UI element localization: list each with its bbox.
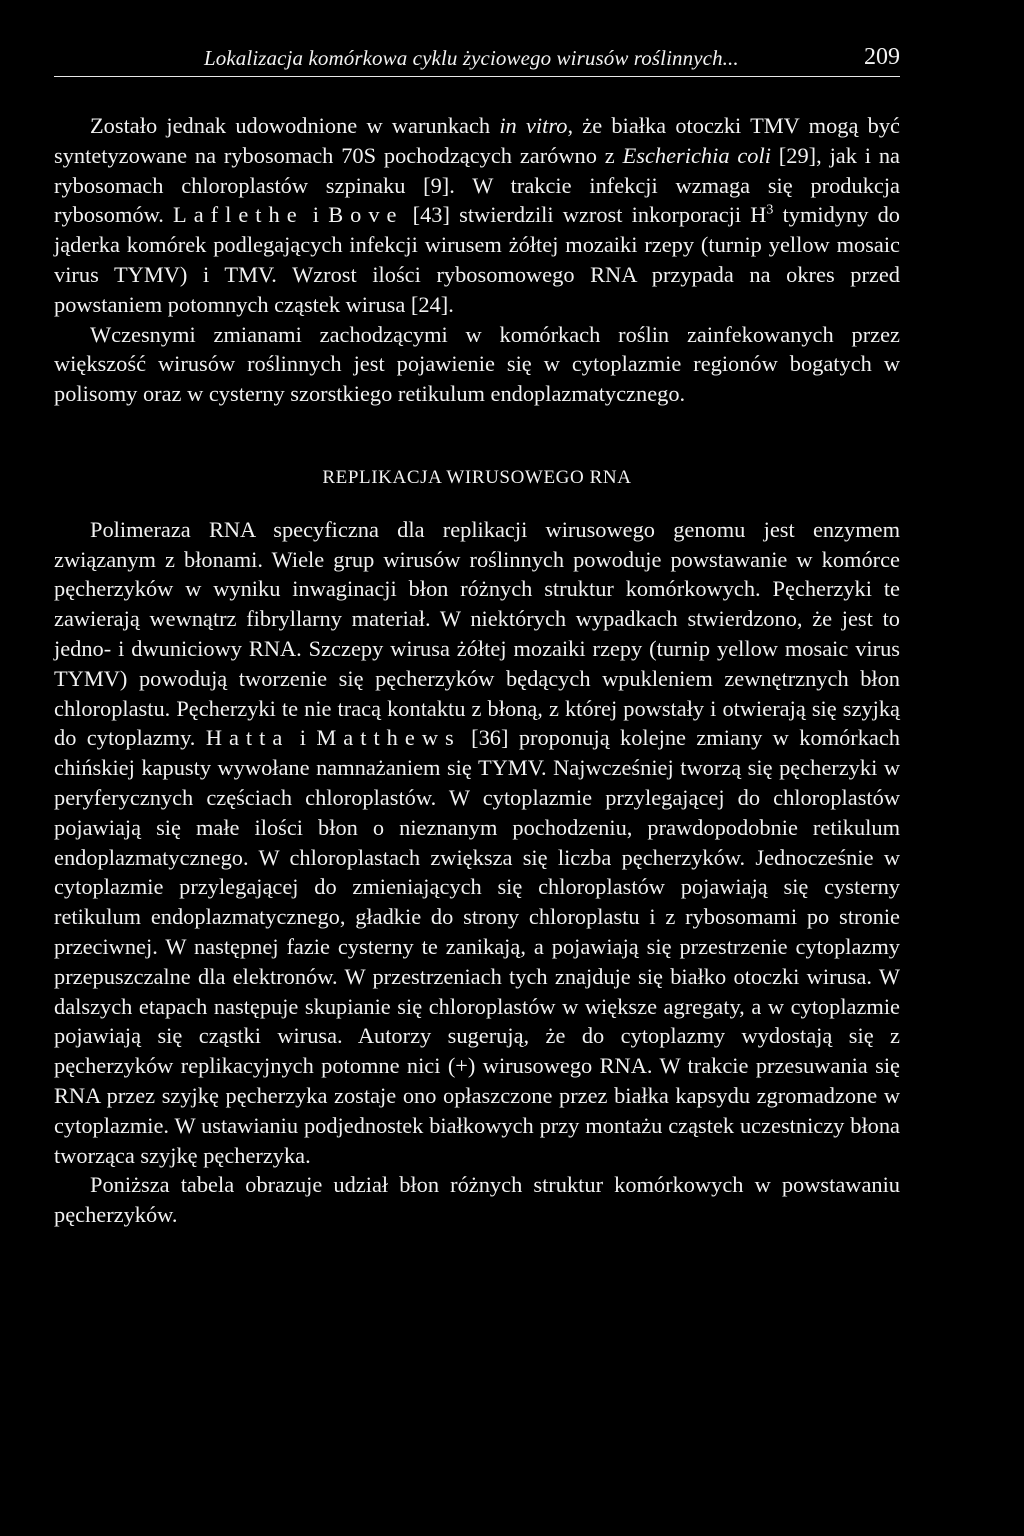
paragraph-rna-polymerase — [54, 515, 900, 1171]
author-name-laflethe: Laflethe — [173, 202, 304, 228]
italic-term-escherichia-coli: Escherichia coli — [622, 142, 771, 168]
italic-term-in-vitro: in vitro — [499, 113, 568, 138]
text-segment: i — [289, 725, 317, 751]
text-segment: [43] stwierdzili wzrost inkorporacji H — [403, 202, 767, 228]
paragraph-early-changes: Wczesnymi zmianami zachodzącymi w komórkach roślin zainfekowanych przez większość wirusów roślinnych jest pojawienie się w cytoplazmie regionów bogatych w polisomy oraz w cysterny szorstkiego retikulum endoplazmatycznego. — [54, 321, 900, 407]
page — [54, 44, 900, 1230]
text-segment: , że białka otoczki TMV mogą być syntetyzowane na rybosomach 70S pochodzących zarówno z — [54, 113, 900, 168]
paragraph-ribosomes — [54, 111, 900, 320]
superscript-3: 3 — [766, 202, 774, 218]
author-name-hatta: Hatta — [205, 725, 290, 751]
text-segment: Zostało jednak udowodnione w warunkach — [90, 113, 500, 138]
text-segment: tymidyny do jąderka komórek podlegających infekcji wirusem żółtej mozaiki rzepy (turnip yellow mosaic virus TYMV) i TMV. Wzrost ilości rybosomowego RNA przypada na okres przed powstaniem potomnych cząstek wirusa [24]. — [54, 202, 900, 317]
text-segment: [29], jak i na rybosomach chloroplastów szpinaku [9]. W trakcie infekcji wzmaga się produkcja rybosomów. — [54, 142, 900, 228]
paragraph-table-intro: Poniższa tabela obrazuje udział błon różnych struktur komórkowych w powstawaniu pęcherzyków. — [54, 1172, 900, 1228]
text-segment: [36] proponują kolejne zmiany w komórkach chińskiej kapusty wywołane namnażaniem się TYMV. Najwcześniej tworzą się pęcherzyki w peryferycznych częściach chloroplastów. W cytoplazmie przylegającej do chloroplastów pojawiają się małe ilości błon o nieznanym pochodzeniu, prawdopodobnie retikulum endoplazmatycznego. W chloroplastach zwiększa się liczba pęcherzyków. Jednocześnie w cytoplazmie przylegającej do zmieniających się chloroplastów pojawiają się cysterny retikulum endoplazmatycznego, gładkie do strony chloroplastu i z rybosomami po stronie przeciwnej. W następnej fazie cysterny te zanikają, a pojawiają się przestrzenie cytoplazmy przepuszczalne dla elektronów. W przestrzeniach tych znajduje się białko otoczki wirusa. W dalszych etapach następuje skupianie się chloroplastów w większe agregaty, a w cytoplazmie pojawiają się cząstki wirusa. Autorzy sugerują, że do cytoplazmy wydostają się z pęcherzyków replikacyjnych potomne nici (+) wirusowego RNA. W trakcie przesuwania się RNA przez szyjkę pęcherzyka zostaje ono opłaszczone przez białka kapsydu zgromadzone w cytoplazmie. W ustawianiu podjednostek białkowych przy montażu cząstek uczestniczy błona tworząca szyjkę pęcherzyka. — [54, 725, 900, 1168]
text-segment: Polimeraza RNA specyficzna dla replikacji wirusowego genomu jest enzymem związanym z błonami. Wiele grup wirusów roślinnych powoduje powstawanie w komórce pęcherzyków w wyniku inwaginacji błon różnych struktur komórkowych. Pęcherzyki te zawierają wewnątrz fibryllarny materiał. W niektórych wypadkach stwierdzono, że jest to jedno- i dwuniciowy RNA. Szczepy wirusa żółtej mozaiki rzepy (turnip yellow mosaic virus TYMV) powodują tworzenie się pęcherzyków będących wpukleniem zewnętrznych błon chloroplastu. Pęcherzyki te nie tracą kontaktu z błoną, z której powstały i otwierają się szyjką do cytoplazmy. — [54, 516, 900, 751]
author-name-matthews: Matthews — [316, 725, 461, 751]
page-number: 209 — [864, 44, 900, 70]
author-name-bove: Bove — [328, 202, 404, 228]
text-segment: i — [303, 202, 329, 228]
running-title: Lokalizacja komórkowa cyklu życiowego wirusów roślinnych... — [204, 46, 739, 70]
section-heading: REPLIKACJA WIRUSOWEGO RNA — [322, 466, 632, 488]
body-text — [54, 111, 900, 1230]
running-header — [54, 44, 900, 77]
